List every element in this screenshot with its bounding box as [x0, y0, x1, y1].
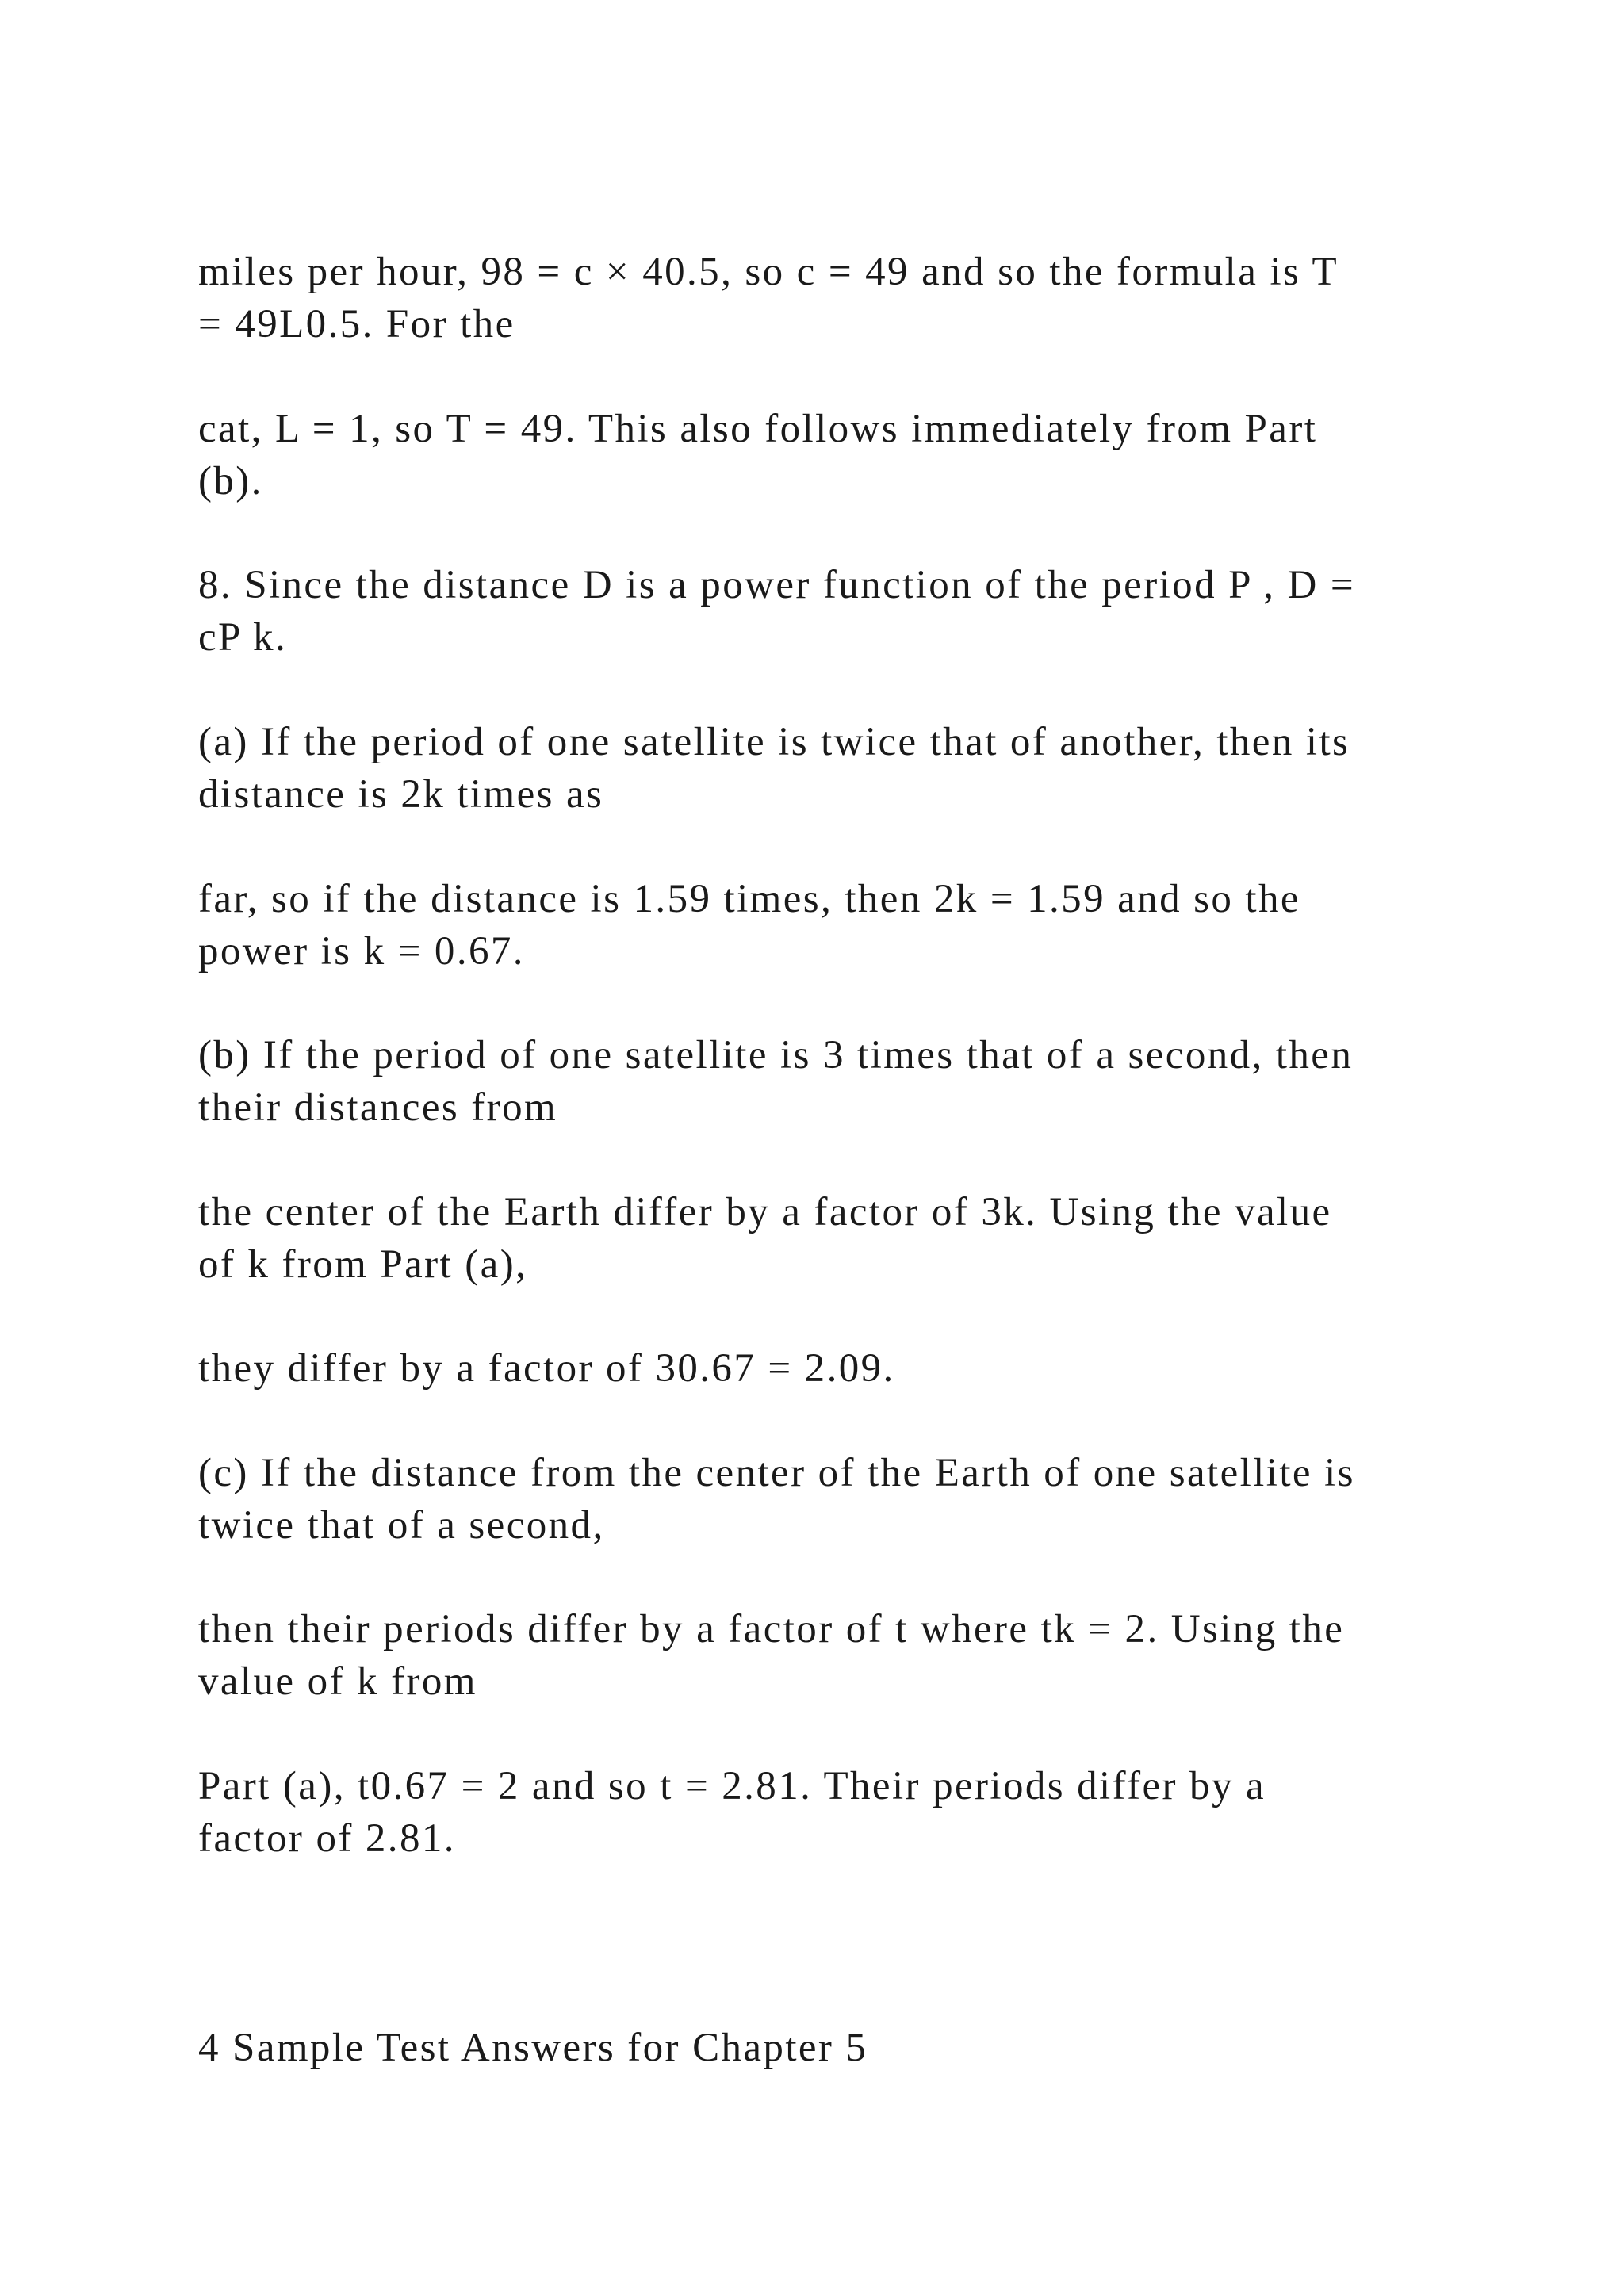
- paragraph-part-c-result: Part (a), t0.67 = 2 and so t = 2.81. Their periods differ by a factor of 2.81.: [198, 1764, 1266, 1861]
- paragraph-part-a: (a) If the period of one satellite is twice that of another, then its distance is 2k times as: [198, 720, 1350, 817]
- page-footer: 4 Sample Test Answers for Chapter 5: [198, 2026, 868, 2070]
- paragraph-problem-8-intro: 8. Since the distance D is a power function of the period P , D = cP k.: [198, 563, 1355, 660]
- paragraph-cat-result: cat, L = 1, so T = 49. This also follows immediately from Part (b).: [198, 407, 1318, 503]
- paragraph-part-c: (c) If the distance from the center of the Earth of one satellite is twice that of a second,: [198, 1451, 1355, 1548]
- paragraph-part-b-continued: the center of the Earth differ by a factor of 3k. Using the value of k from Part (a),: [198, 1190, 1332, 1287]
- paragraph-part-b: (b) If the period of one satellite is 3 times that of a second, then their distances from: [198, 1033, 1354, 1130]
- paragraph-part-a-continued: far, so if the distance is 1.59 times, then 2k = 1.59 and so the power is k = 0.67.: [198, 877, 1300, 974]
- paragraph-part-b-result: they differ by a factor of 30.67 = 2.09.: [198, 1346, 895, 1391]
- paragraph-part-c-continued: then their periods differ by a factor of t where tk = 2. Using the value of k from: [198, 1607, 1345, 1704]
- paragraph-tortoise-formula: miles per hour, 98 = c × 40.5, so c = 49 and so the formula is T = 49L0.5. For the: [198, 250, 1339, 346]
